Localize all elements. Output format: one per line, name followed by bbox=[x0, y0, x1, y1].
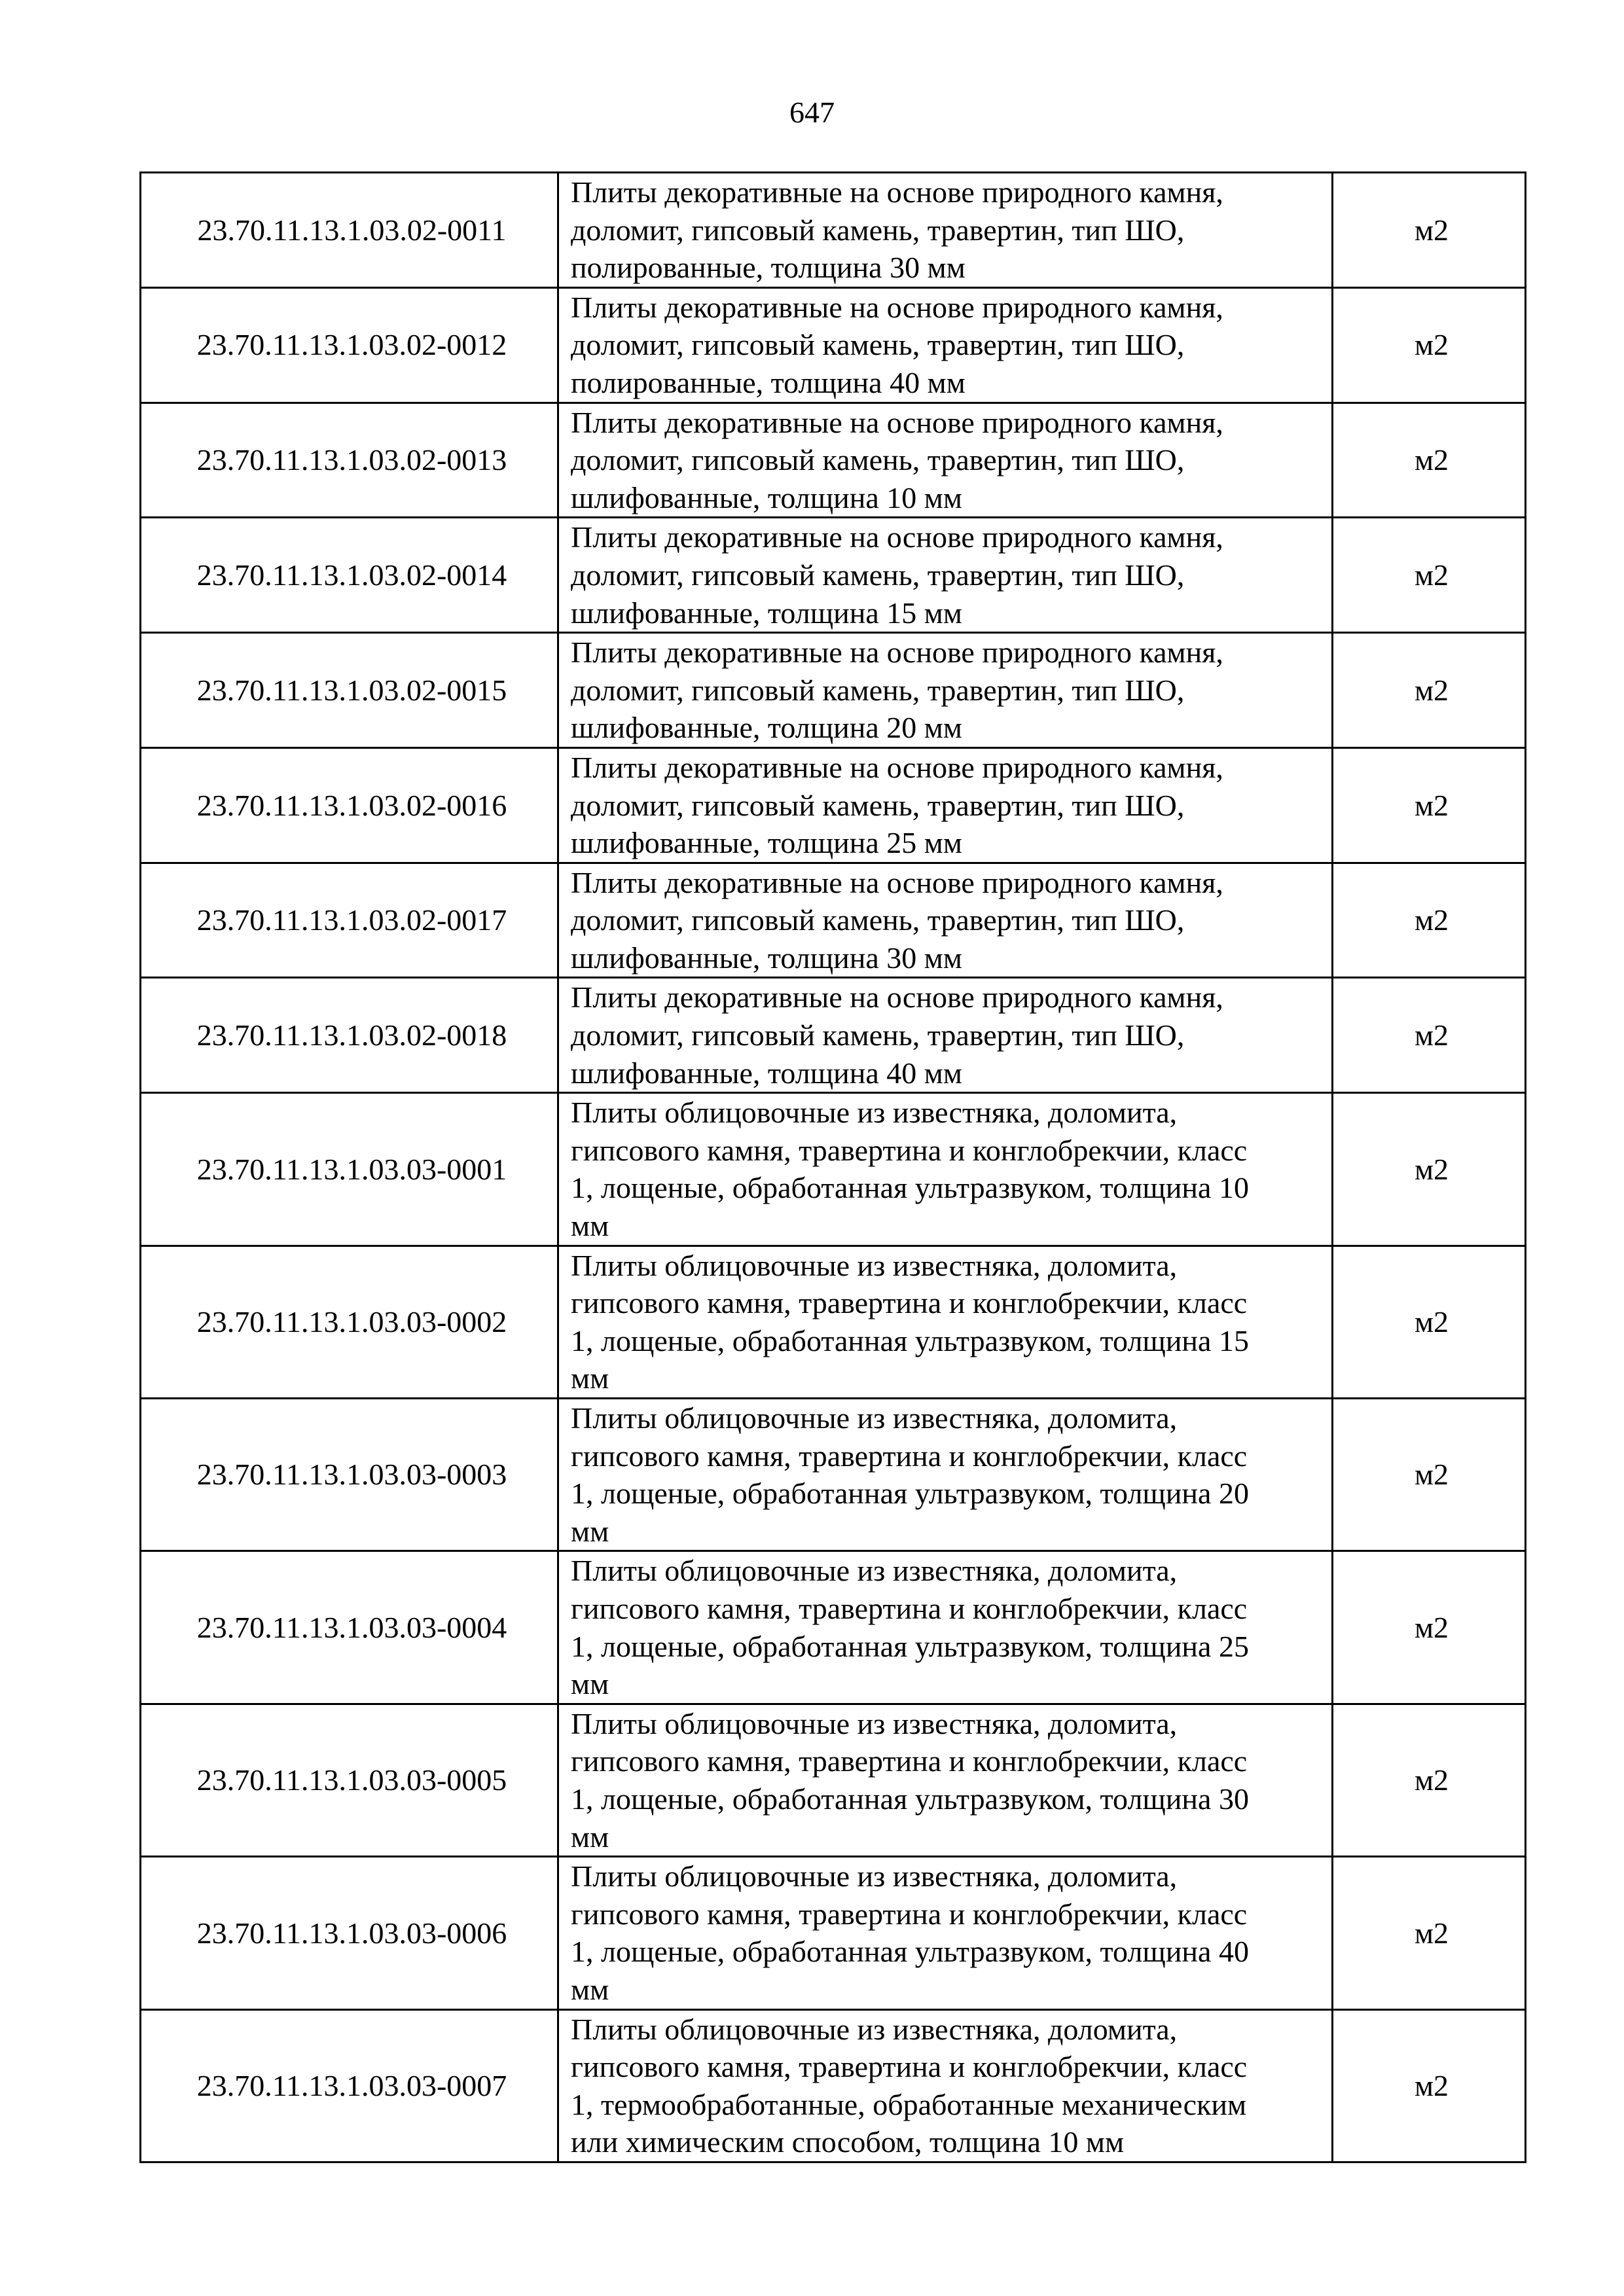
unit-of-measure: м2 bbox=[1333, 2009, 1526, 2162]
resource-description: Плиты облицовочные из известняка, доломита, гипсового камня, травертина и конглобрекчии, класс 1, лощеные, обработанная ультразвуком, толщина 20 мм bbox=[558, 1399, 1333, 1551]
resource-code: 23.70.11.13.1.03.02-0016 bbox=[141, 747, 558, 863]
resource-code: 23.70.11.13.1.03.03-0001 bbox=[141, 1093, 558, 1246]
resource-code: 23.70.11.13.1.03.03-0004 bbox=[141, 1551, 558, 1704]
table-row bbox=[141, 978, 1526, 1093]
unit-of-measure: м2 bbox=[1333, 747, 1526, 863]
table-row bbox=[141, 747, 1526, 863]
table-row bbox=[141, 1857, 1526, 2009]
resource-description: Плиты облицовочные из известняка, доломита, гипсового камня, травертина и конглобрекчии, класс 1, лощеные, обработанная ультразвуком, толщина 40 мм bbox=[558, 1857, 1333, 2009]
table-row bbox=[141, 518, 1526, 633]
page-number: 647 bbox=[789, 96, 835, 129]
unit-of-measure: м2 bbox=[1333, 1399, 1526, 1551]
unit-of-measure: м2 bbox=[1333, 633, 1526, 748]
resource-code: 23.70.11.13.1.03.02-0014 bbox=[141, 518, 558, 633]
table-row bbox=[141, 863, 1526, 978]
table-row bbox=[141, 287, 1526, 403]
resource-code: 23.70.11.13.1.03.02-0013 bbox=[141, 403, 558, 518]
table-row bbox=[141, 1246, 1526, 1398]
resource-description: Плиты декоративные на основе природного камня, доломит, гипсовый камень, травертин, тип ШО, полированные, толщина 30 мм bbox=[558, 173, 1333, 288]
resource-code: 23.70.11.13.1.03.03-0007 bbox=[141, 2009, 558, 2162]
unit-of-measure: м2 bbox=[1333, 1857, 1526, 2009]
resource-description: Плиты облицовочные из известняка, доломита, гипсового камня, травертина и конглобрекчии, класс 1, лощеные, обработанная ультразвуком, толщина 15 мм bbox=[558, 1246, 1333, 1398]
resource-code: 23.70.11.13.1.03.03-0003 bbox=[141, 1399, 558, 1551]
resource-description: Плиты декоративные на основе природного камня, доломит, гипсовый камень, травертин, тип ШО, полированные, толщина 40 мм bbox=[558, 287, 1333, 403]
table-row bbox=[141, 1551, 1526, 1704]
table-row bbox=[141, 173, 1526, 288]
resource-description: Плиты облицовочные из известняка, доломита, гипсового камня, травертина и конглобрекчии, класс 1, лощеные, обработанная ультразвуком, толщина 25 мм bbox=[558, 1551, 1333, 1704]
resource-description: Плиты декоративные на основе природного камня, доломит, гипсовый камень, травертин, тип ШО, шлифованные, толщина 20 мм bbox=[558, 633, 1333, 748]
resource-code: 23.70.11.13.1.03.02-0018 bbox=[141, 978, 558, 1093]
unit-of-measure: м2 bbox=[1333, 863, 1526, 978]
resource-description: Плиты декоративные на основе природного камня, доломит, гипсовый камень, травертин, тип ШО, шлифованные, толщина 15 мм bbox=[558, 518, 1333, 633]
resource-code: 23.70.11.13.1.03.02-0011 bbox=[141, 173, 558, 288]
resource-description: Плиты облицовочные из известняка, доломита, гипсового камня, травертина и конглобрекчии, класс 1, лощеные, обработанная ультразвуком, толщина 10 мм bbox=[558, 1093, 1333, 1246]
table-row bbox=[141, 2009, 1526, 2162]
resource-code: 23.70.11.13.1.03.03-0006 bbox=[141, 1857, 558, 2009]
resource-description: Плиты облицовочные из известняка, доломита, гипсового камня, травертина и конглобрекчии, класс 1, лощеные, обработанная ультразвуком, толщина 30 мм bbox=[558, 1704, 1333, 1856]
resource-description: Плиты декоративные на основе природного камня, доломит, гипсовый камень, травертин, тип ШО, шлифованные, толщина 30 мм bbox=[558, 863, 1333, 978]
unit-of-measure: м2 bbox=[1333, 287, 1526, 403]
resource-code: 23.70.11.13.1.03.02-0017 bbox=[141, 863, 558, 978]
resource-description: Плиты декоративные на основе природного камня, доломит, гипсовый камень, травертин, тип ШО, шлифованные, толщина 25 мм bbox=[558, 747, 1333, 863]
resource-code: 23.70.11.13.1.03.02-0015 bbox=[141, 633, 558, 748]
unit-of-measure: м2 bbox=[1333, 1704, 1526, 1856]
resource-code: 23.70.11.13.1.03.03-0005 bbox=[141, 1704, 558, 1856]
unit-of-measure: м2 bbox=[1333, 1246, 1526, 1398]
table-row bbox=[141, 1093, 1526, 1246]
unit-of-measure: м2 bbox=[1333, 403, 1526, 518]
materials-table bbox=[139, 171, 1526, 2163]
unit-of-measure: м2 bbox=[1333, 1093, 1526, 1246]
unit-of-measure: м2 bbox=[1333, 1551, 1526, 1704]
resource-description: Плиты облицовочные из известняка, доломита, гипсового камня, травертина и конглобрекчии, класс 1, термообработанные, обработанные механическим или химическим способом, толщина 10 мм bbox=[558, 2009, 1333, 2162]
resource-description: Плиты декоративные на основе природного камня, доломит, гипсовый камень, травертин, тип ШО, шлифованные, толщина 10 мм bbox=[558, 403, 1333, 518]
table-row bbox=[141, 1399, 1526, 1551]
table-row bbox=[141, 403, 1526, 518]
resource-code: 23.70.11.13.1.03.02-0012 bbox=[141, 287, 558, 403]
table-row bbox=[141, 1704, 1526, 1856]
unit-of-measure: м2 bbox=[1333, 978, 1526, 1093]
resource-description: Плиты декоративные на основе природного камня, доломит, гипсовый камень, травертин, тип ШО, шлифованные, толщина 40 мм bbox=[558, 978, 1333, 1093]
table-row bbox=[141, 633, 1526, 748]
resource-code: 23.70.11.13.1.03.03-0002 bbox=[141, 1246, 558, 1398]
unit-of-measure: м2 bbox=[1333, 518, 1526, 633]
unit-of-measure: м2 bbox=[1333, 173, 1526, 288]
